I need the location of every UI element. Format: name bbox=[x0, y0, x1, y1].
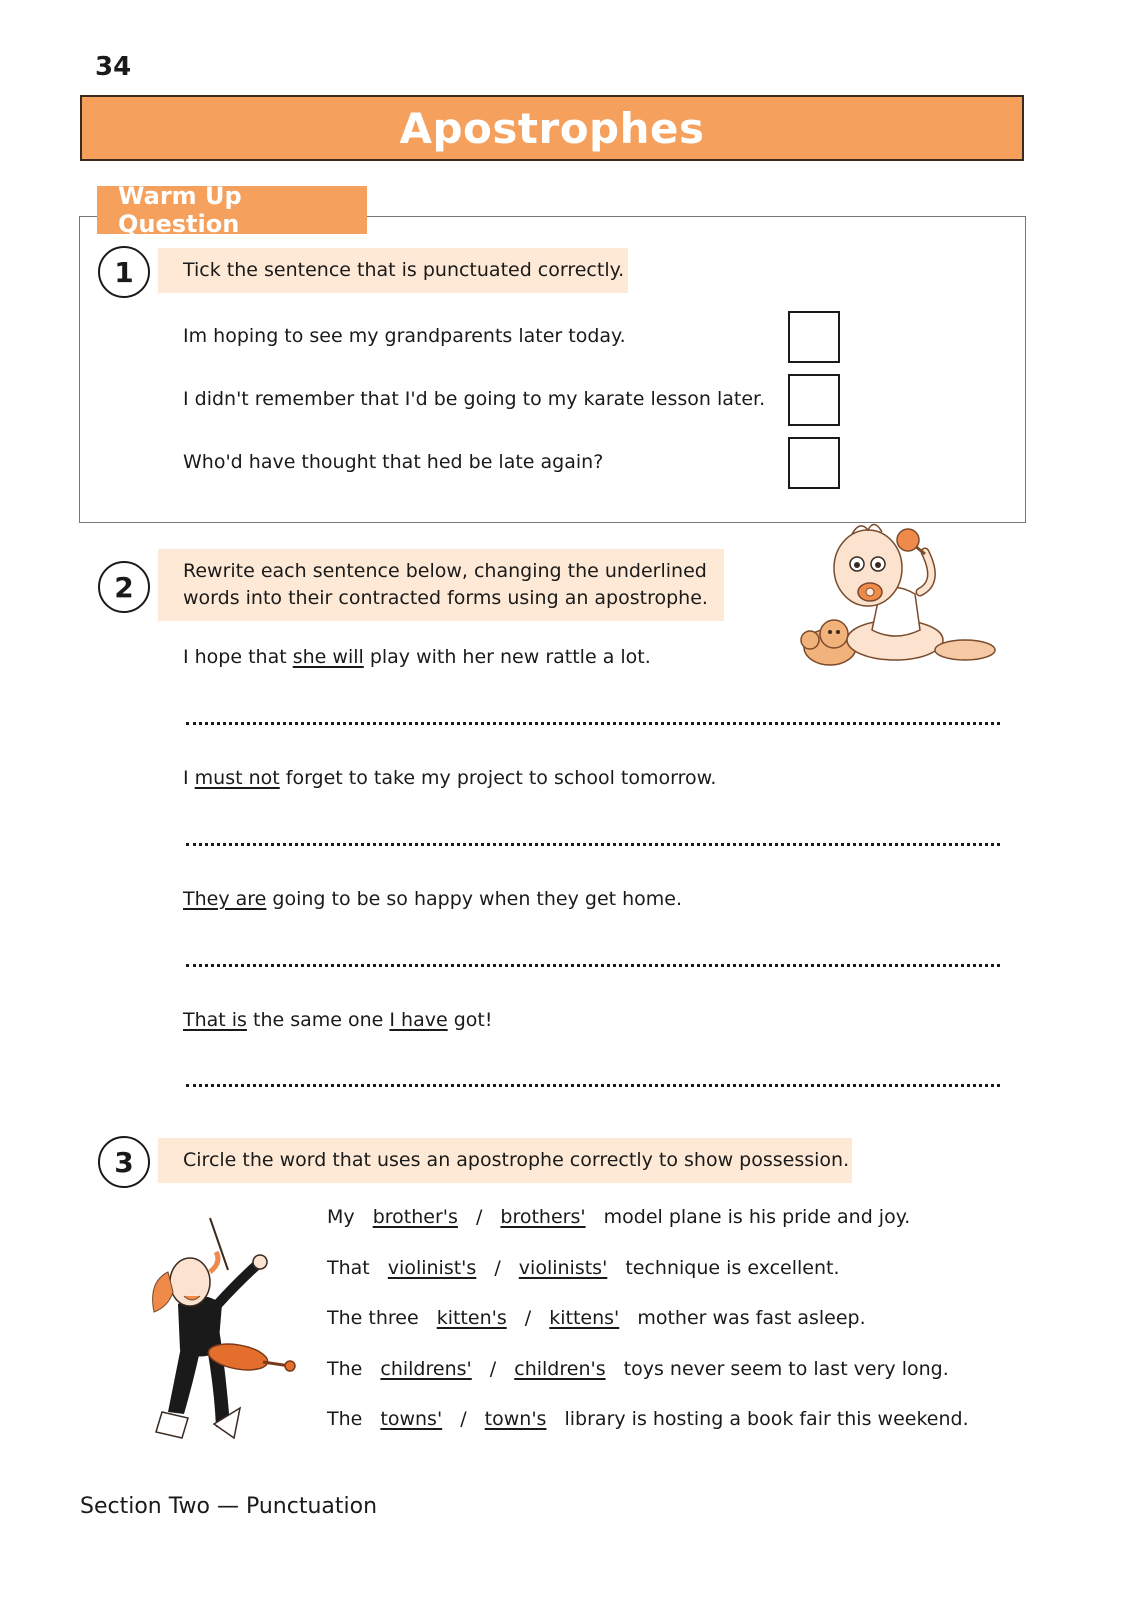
sentence-prefix: The three bbox=[327, 1307, 419, 1329]
underlined-words: They are bbox=[183, 888, 267, 910]
q2-sentence-3 bbox=[183, 888, 682, 910]
rattle-icon bbox=[897, 529, 925, 554]
sentence-text: the same one bbox=[246, 1009, 390, 1031]
choice-option-a[interactable]: violinist's bbox=[387, 1257, 477, 1279]
dummy-icon bbox=[858, 583, 882, 601]
sentence-prefix: The bbox=[327, 1358, 363, 1380]
question-number-3: 3 bbox=[98, 1136, 150, 1188]
q1-tickbox-1[interactable] bbox=[788, 311, 840, 363]
sentence-text: I bbox=[183, 767, 195, 789]
choice-option-a[interactable]: kitten's bbox=[436, 1307, 507, 1329]
choice-option-b[interactable]: brothers' bbox=[500, 1206, 586, 1228]
choice-option-b[interactable]: violinists' bbox=[518, 1257, 608, 1279]
sentence-text: going to be so happy when they get home. bbox=[266, 888, 683, 910]
q2-sentence-1 bbox=[183, 646, 651, 668]
choice-separator: / bbox=[494, 1257, 501, 1279]
sentence-text: I hope that bbox=[183, 646, 293, 668]
sentence-suffix: toys never seem to last very long. bbox=[623, 1358, 949, 1380]
q2-instruction-line-2: words into their contracted forms using an apostrophe. bbox=[183, 587, 708, 609]
q1-option-2: I didn't remember that I'd be going to my karate lesson later. bbox=[183, 388, 766, 410]
section-footer: Section Two — Punctuation bbox=[80, 1494, 378, 1519]
underlined-words: must not bbox=[194, 767, 280, 789]
baby-illustration bbox=[800, 512, 1000, 677]
question-number-1: 1 bbox=[98, 246, 150, 298]
violinist-illustration bbox=[118, 1212, 298, 1447]
q3-sentence-3 bbox=[327, 1307, 866, 1329]
warmup-tab bbox=[97, 182, 367, 238]
sentence-suffix: model plane is his pride and joy. bbox=[603, 1206, 911, 1228]
q3-sentence-1 bbox=[327, 1206, 910, 1228]
choice-separator: / bbox=[489, 1358, 497, 1380]
choice-option-a[interactable]: towns' bbox=[380, 1408, 443, 1430]
q3-sentence-4 bbox=[327, 1358, 949, 1380]
q1-tickbox-2[interactable] bbox=[788, 374, 840, 426]
choice-option-a[interactable]: childrens' bbox=[380, 1358, 472, 1380]
q2-sentence-4 bbox=[183, 1009, 492, 1031]
q3-sentence-2 bbox=[327, 1257, 840, 1279]
q3-instruction-text: Circle the word that uses an apostrophe correctly to show possession. bbox=[183, 1149, 850, 1171]
q1-instruction bbox=[158, 248, 628, 293]
q1-option-1: Im hoping to see my grandparents later today. bbox=[183, 325, 626, 347]
choice-option-b[interactable]: town's bbox=[484, 1408, 547, 1430]
q3-instruction bbox=[158, 1138, 852, 1183]
sentence-suffix: library is hosting a book fair this weekend. bbox=[564, 1408, 969, 1430]
q2-answer-line-4[interactable] bbox=[186, 1084, 1000, 1087]
underlined-words: she will bbox=[292, 646, 364, 668]
q2-instruction bbox=[158, 549, 724, 621]
choice-option-b[interactable]: children's bbox=[514, 1358, 606, 1380]
choice-separator: / bbox=[475, 1206, 483, 1228]
q2-answer-line-1[interactable] bbox=[186, 722, 1000, 725]
choice-option-a[interactable]: brother's bbox=[372, 1206, 458, 1228]
sentence-suffix: technique is excellent. bbox=[625, 1257, 840, 1279]
sentence-text: got! bbox=[447, 1009, 493, 1031]
q1-option-3: Who'd have thought that hed be late again? bbox=[183, 451, 604, 473]
q3-sentence-5 bbox=[327, 1408, 969, 1430]
choice-separator: / bbox=[460, 1408, 467, 1430]
underlined-words: That is bbox=[183, 1009, 247, 1031]
sentence-prefix: The bbox=[327, 1408, 363, 1430]
sentence-text: play with her new rattle a lot. bbox=[363, 646, 651, 668]
sentence-suffix: mother was fast asleep. bbox=[637, 1307, 866, 1329]
title-banner bbox=[80, 95, 1024, 161]
choice-separator: / bbox=[524, 1307, 532, 1329]
underlined-words: I have bbox=[389, 1009, 448, 1031]
q2-sentence-2 bbox=[183, 767, 716, 789]
warmup-label: Warm Up Question bbox=[118, 182, 242, 238]
page-number: 34 bbox=[95, 52, 132, 82]
page-title: Apostrophes bbox=[399, 103, 705, 153]
q2-instruction-line-1: Rewrite each sentence below, changing the underlined bbox=[183, 560, 707, 582]
sentence-prefix: My bbox=[327, 1206, 355, 1228]
question-number-2: 2 bbox=[98, 561, 150, 613]
q1-tickbox-3[interactable] bbox=[788, 437, 840, 489]
q1-instruction-text: Tick the sentence that is punctuated correctly. bbox=[183, 259, 625, 281]
q2-answer-line-2[interactable] bbox=[186, 843, 1000, 846]
choice-option-b[interactable]: kittens' bbox=[549, 1307, 620, 1329]
sentence-text: forget to take my project to school tomorrow. bbox=[279, 767, 717, 789]
sentence-prefix: That bbox=[327, 1257, 370, 1279]
q2-answer-line-3[interactable] bbox=[186, 964, 1000, 967]
